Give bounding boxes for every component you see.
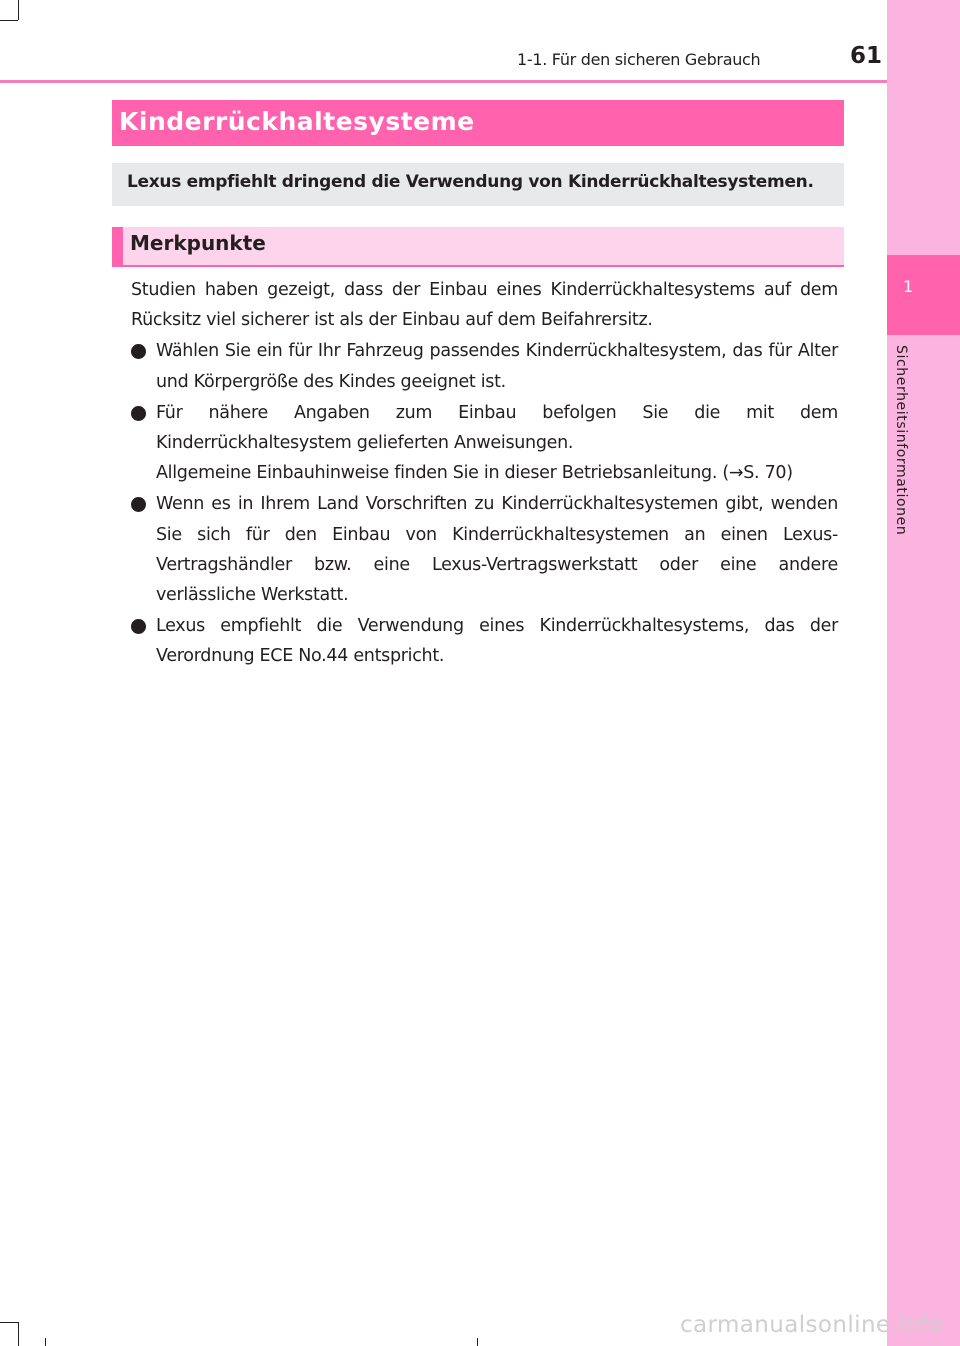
bullet-text: Für nähere Angaben zum Einbau befolgen Sie die mit dem Kinderrückhaltesystem gelieferten Anweisungen.: [156, 402, 838, 454]
bullet-text: Wenn es in Ihrem Land Vorschriften zu Kinderrückhaltesystemen gibt, wenden Sie sich für den Einbau von Kinderrückhaltesystemen an einen Lexus-Vertragshändler bzw. eine Lexus-Vertragswerkstatt oder eine andere verlässliche Werkstatt.: [156, 494, 838, 606]
crop-mark: [477, 1338, 478, 1346]
bullet-dot-icon: [131, 497, 146, 512]
header-rule: [0, 80, 887, 83]
crop-mark: [18, 1322, 19, 1346]
crop-mark: [18, 0, 19, 20]
summary-box: Lexus empfiehlt dringend die Verwendung von Kinderrückhaltesystemen.: [112, 163, 844, 206]
bullet-item: [131, 489, 838, 610]
side-chapter-title: Sicherheitsinformationen: [893, 345, 909, 536]
body-text: [131, 275, 838, 672]
bullet-dot-icon: [131, 344, 146, 359]
page-number: 61: [850, 43, 883, 69]
watermark: carmanualsonline.info: [680, 1312, 943, 1338]
bullet-dot-icon: [131, 619, 146, 634]
bullet-dot-icon: [131, 406, 146, 421]
chapter-number: 1: [903, 277, 914, 296]
bullet-item: [131, 398, 838, 489]
section-title: Kinderrückhaltesysteme: [112, 100, 844, 146]
intro-paragraph: Studien haben gezeigt, dass der Einbau eines Kinderrückhaltesystems auf dem Rücksitz viel sicherer ist als der Einbau auf dem Beifahrersitz.: [131, 280, 838, 331]
crop-mark: [0, 20, 18, 21]
crop-mark: [45, 1338, 46, 1346]
side-band: [887, 0, 960, 1346]
header-section-title: 1-1. Für den sicheren Gebrauch: [517, 50, 761, 69]
bullet-text: Wählen Sie ein für Ihr Fahrzeug passendes Kinderrückhaltesystem, das für Alter und Körpergröße des Kindes geeignet ist.: [156, 341, 838, 392]
subheading: Merkpunkte: [112, 227, 844, 267]
bullet-text: Lexus empfiehlt die Verwendung eines Kinderrückhaltesystems, das der Verordnung ECE No.44 entspricht.: [156, 616, 838, 667]
bullet-text: Allgemeine Einbauhinweise finden Sie in dieser Betriebsanleitung. (→S. 70): [156, 463, 793, 484]
chapter-tab: [887, 255, 960, 335]
bullet-item: [131, 336, 838, 396]
crop-mark: [0, 1322, 18, 1323]
bullet-item: [131, 611, 838, 671]
